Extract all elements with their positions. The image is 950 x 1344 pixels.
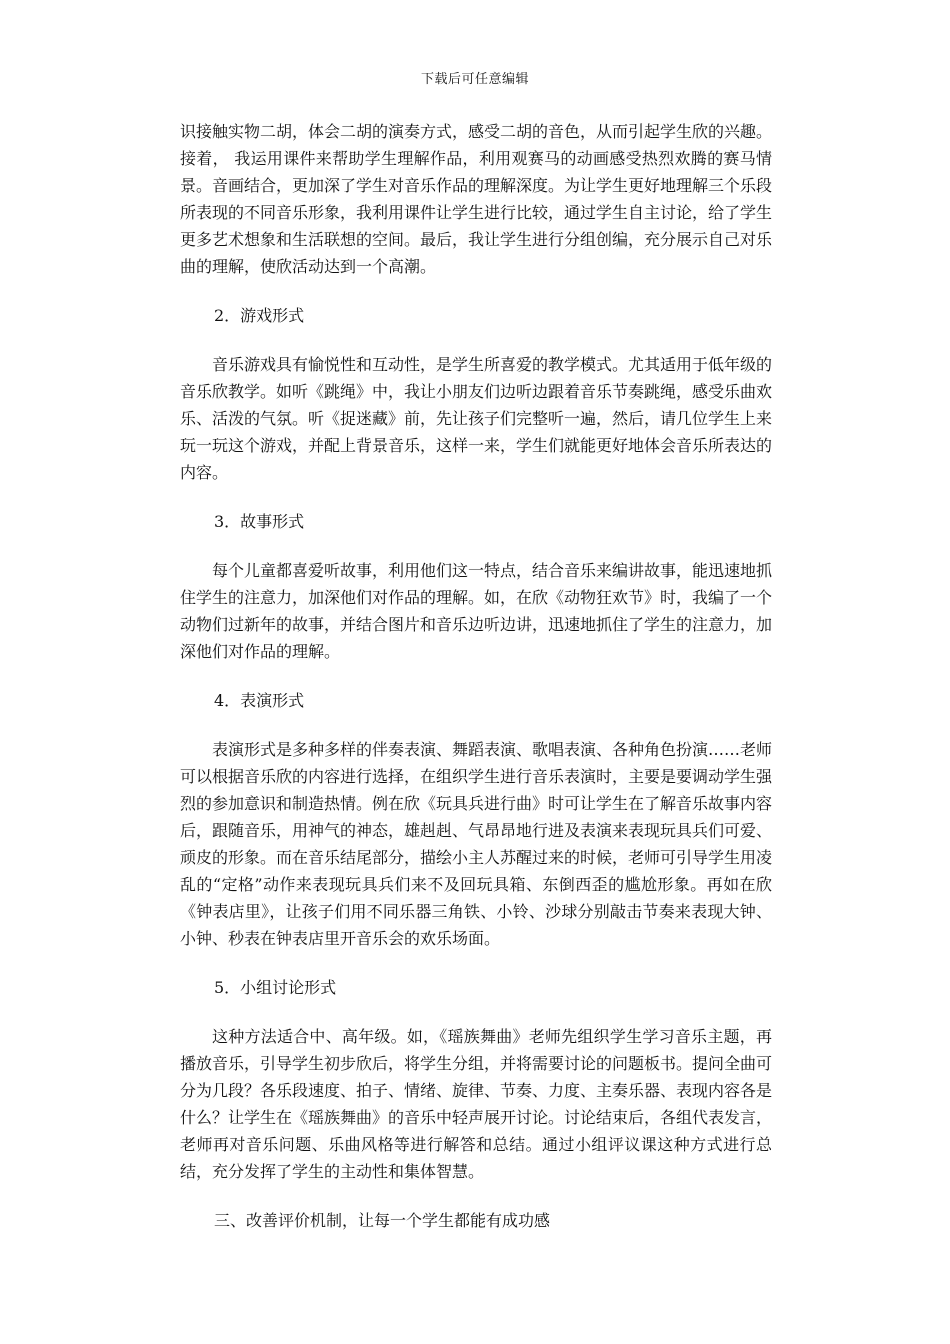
page-header: 下载后可任意编辑 <box>420 72 529 87</box>
section-heading-game: 2．游戏形式 <box>214 306 305 325</box>
section-heading-evaluation: 三、改善评价机制，让每一个学生都能有成功感 <box>214 1211 551 1230</box>
paragraph-group-discussion: 这种方法适合中、高年级。如，《瑶族舞曲》老师先组织学生学习音乐主题，再播放音乐，引导学生初步欣后，将学生分组，并将需要讨论的问题板书。提问全曲可分为几段？各乐段速度、拍子、情绪、旋律、节奏、力度、主奏乐器、表现内容各是什么？让学生在《瑶族舞曲》的音乐中轻声展开讨论。讨论结束后，各组代表发言，老师再对音乐问题、乐曲风格等进行解答和总结。通过小组评议课这种方式进行总结，充分发挥了学生的主动性和集体智慧。 <box>180 1027 773 1181</box>
paragraph-story: 每个儿童都喜爱听故事，利用他们这一特点，结合音乐来编讲故事，能迅速地抓住学生的注意力，加深他们对作品的理解。如，在欣《动物狂欢节》时，我编了一个动物们过新年的故事，并结合图片和音乐边听边讲，迅速地抓住了学生的注意力，加深他们对作品的理解。 <box>180 561 773 661</box>
paragraph-intro: 识接触实物二胡，体会二胡的演奏方式，感受二胡的音色，从而引起学生欣的兴趣。接着， 我运用课件来帮助学生理解作品，利用观赛马的动画感受热烈欢腾的赛马情景。音画结合，更加深了学生对音乐作品的理解深度。为让学生更好地理解三个乐段所表现的不同音乐形象，我利用课件让学生进行比较，通过学生自主讨论，给了学生更多艺术想象和生活联想的空间。最后，我让学生进行分组创编，充分展示自己对乐曲的理解，使欣活动达到一个高潮。 <box>180 122 773 276</box>
section-heading-group-discussion: 5．小组讨论形式 <box>214 978 337 997</box>
paragraph-performance: 表演形式是多种多样的伴奏表演、舞蹈表演、歌唱表演、各种角色扮演……老师可以根据音乐欣的内容进行选择，在组织学生进行音乐表演时，主要是要调动学生强烈的参加意识和制造热情。例在欣《玩具兵进行曲》时可让学生在了解音乐故事内容后，跟随音乐，用神气的神态，雄赳赳、气昂昂地行进及表演来表现玩具兵们可爱、顽皮的形象。而在音乐结尾部分，描绘小主人苏醒过来的时候，老师可引导学生用凌乱的“定格”动作来表现玩具兵们来不及回玩具箱、东倒西歪的尴尬形象。再如在欣《钟表店里》，让孩子们用不同乐器三角铁、小铃、沙球分别敲击节奏来表现大钟、小钟、秒表在钟表店里开音乐会的欢乐场面。 <box>180 740 773 948</box>
section-heading-performance: 4．表演形式 <box>214 691 305 710</box>
paragraph-game: 音乐游戏具有愉悦性和互动性，是学生所喜爱的教学模式。尤其适用于低年级的音乐欣教学。如听《跳绳》中，我让小朋友们边听边跟着音乐节奏跳绳，感受乐曲欢乐、活泼的气氛。听《捉迷藏》前，先让孩子们完整听一遍，然后，请几位学生上来玩一玩这个游戏，并配上背景音乐，这样一来，学生们就能更好地体会音乐所表达的内容。 <box>180 355 773 482</box>
section-heading-story: 3．故事形式 <box>214 512 305 531</box>
document-body <box>180 118 772 1234</box>
